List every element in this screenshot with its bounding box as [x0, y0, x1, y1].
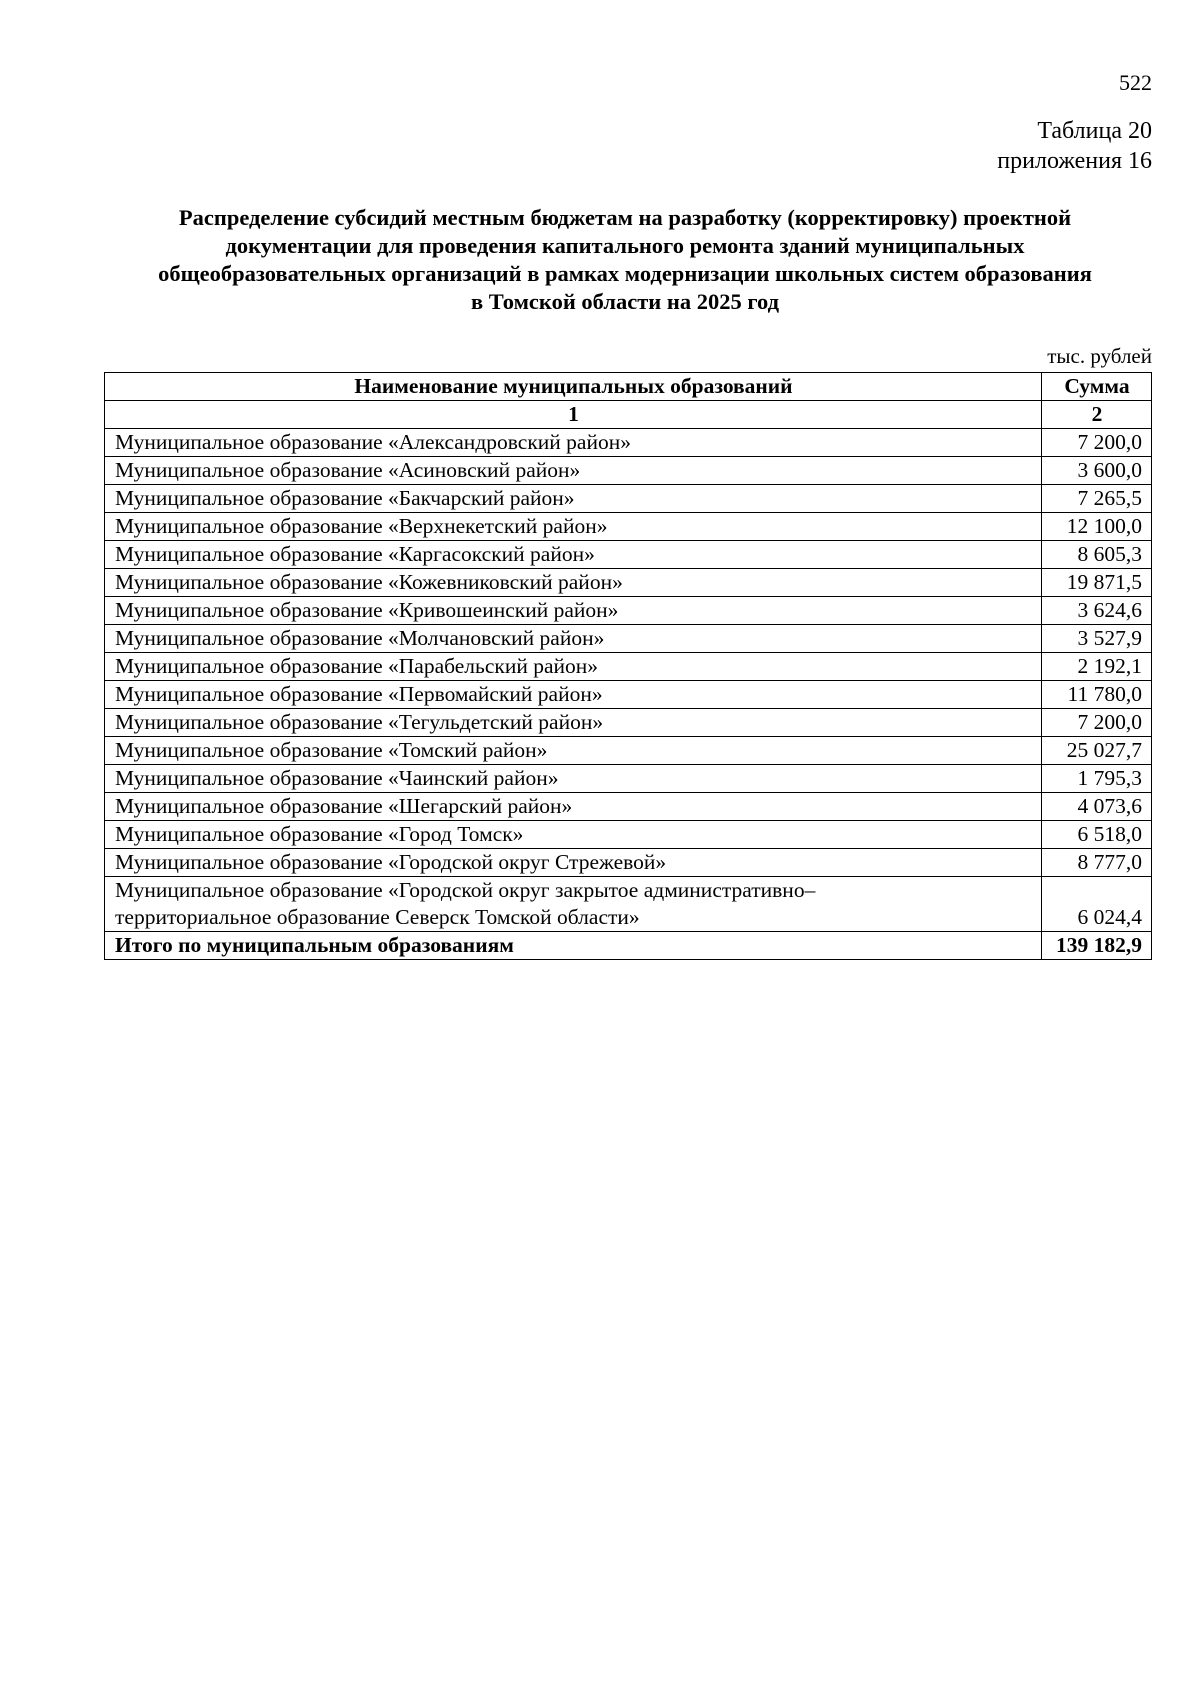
subsidies-table: [104, 372, 1152, 960]
row-name: Муниципальное образование «Городской округ Стрежевой»: [105, 849, 1042, 877]
table-row: [105, 849, 1152, 877]
row-sum: 2 192,1: [1042, 653, 1152, 681]
row-name-line: территориальное образование Северск Томской области»: [115, 905, 640, 929]
row-sum: 4 073,6: [1042, 793, 1152, 821]
row-name: Муниципальное образование «Кожевниковский район»: [105, 569, 1042, 597]
row-name: Муниципальное образование «Молчановский район»: [105, 625, 1042, 653]
table-body: [105, 401, 1152, 877]
table-row: [105, 485, 1152, 513]
row-name: Муниципальное образование «Чаинский район»: [105, 765, 1042, 793]
table-ref-line2: приложения 16: [997, 148, 1152, 174]
row-sum: 6 024,4: [1042, 877, 1152, 932]
row-sum: 1 795,3: [1042, 765, 1152, 793]
row-name: Муниципальное образование «Первомайский район»: [105, 681, 1042, 709]
row-sum: 12 100,0: [1042, 513, 1152, 541]
row-name: Муниципальное образование «Шегарский район»: [105, 793, 1042, 821]
title-line: документации для проведения капитального ремонта зданий муниципальных: [225, 233, 1025, 258]
total-sum: 139 182,9: [1042, 932, 1152, 960]
table-row: [105, 821, 1152, 849]
title-line: в Томской области на 2025 год: [471, 289, 779, 314]
table-row: [105, 737, 1152, 765]
table-row: [105, 457, 1152, 485]
row-sum: 3 600,0: [1042, 457, 1152, 485]
table-row: [105, 765, 1152, 793]
row-name: [105, 877, 1042, 932]
unit-label: тыс. рублей: [1047, 344, 1152, 368]
total-label: Итого по муниципальным образованиям: [105, 932, 1042, 960]
table-row: [105, 625, 1152, 653]
table-row: [105, 597, 1152, 625]
table-row: [105, 569, 1152, 597]
row-name-line: Муниципальное образование «Городской округ закрытое административно–: [115, 878, 816, 902]
row-sum: 8 605,3: [1042, 541, 1152, 569]
row-name: Муниципальное образование «Верхнекетский район»: [105, 513, 1042, 541]
row-sum: 7 200,0: [1042, 429, 1152, 457]
total-row: [105, 932, 1152, 960]
row-name: Муниципальное образование «Тегульдетский район»: [105, 709, 1042, 737]
row-name: Муниципальное образование «Бакчарский район»: [105, 485, 1042, 513]
row-sum: 11 780,0: [1042, 681, 1152, 709]
table-row: [105, 709, 1152, 737]
table-row: [105, 793, 1152, 821]
row-sum: 25 027,7: [1042, 737, 1152, 765]
header-name: Наименование муниципальных образований: [105, 373, 1042, 401]
row-name: Муниципальное образование «Томский район»: [105, 737, 1042, 765]
column-number: 2: [1042, 401, 1152, 429]
table-row: [105, 541, 1152, 569]
row-sum: 19 871,5: [1042, 569, 1152, 597]
table-ref-line1: Таблица 20: [1037, 118, 1152, 144]
row-sum: 3 527,9: [1042, 625, 1152, 653]
row-name: Муниципальное образование «Асиновский район»: [105, 457, 1042, 485]
table-row: [105, 877, 1152, 932]
header-sum: Сумма: [1042, 373, 1152, 401]
row-sum: 8 777,0: [1042, 849, 1152, 877]
table-reference: [997, 116, 1152, 176]
row-name: Муниципальное образование «Александровский район»: [105, 429, 1042, 457]
row-name: Муниципальное образование «Кривошеинский район»: [105, 597, 1042, 625]
page-number: 522: [1119, 70, 1152, 95]
table-row: [105, 513, 1152, 541]
row-name: Муниципальное образование «Город Томск»: [105, 821, 1042, 849]
column-numbers-row: [105, 401, 1152, 429]
title-line: Распределение субсидий местным бюджетам на разработку (корректировку) проектной: [178, 205, 1072, 230]
row-sum: 3 624,6: [1042, 597, 1152, 625]
row-sum: 7 265,5: [1042, 485, 1152, 513]
document-title: [105, 204, 1145, 316]
row-sum: 6 518,0: [1042, 821, 1152, 849]
column-number: 1: [105, 401, 1042, 429]
row-name: Муниципальное образование «Парабельский район»: [105, 653, 1042, 681]
table-row: [105, 653, 1152, 681]
row-name: Муниципальное образование «Каргасокский район»: [105, 541, 1042, 569]
table-row: [105, 681, 1152, 709]
header-row: [105, 373, 1152, 401]
row-sum: 7 200,0: [1042, 709, 1152, 737]
table-row: [105, 429, 1152, 457]
title-line: общеобразовательных организаций в рамках модернизации школьных систем образования: [158, 261, 1092, 286]
